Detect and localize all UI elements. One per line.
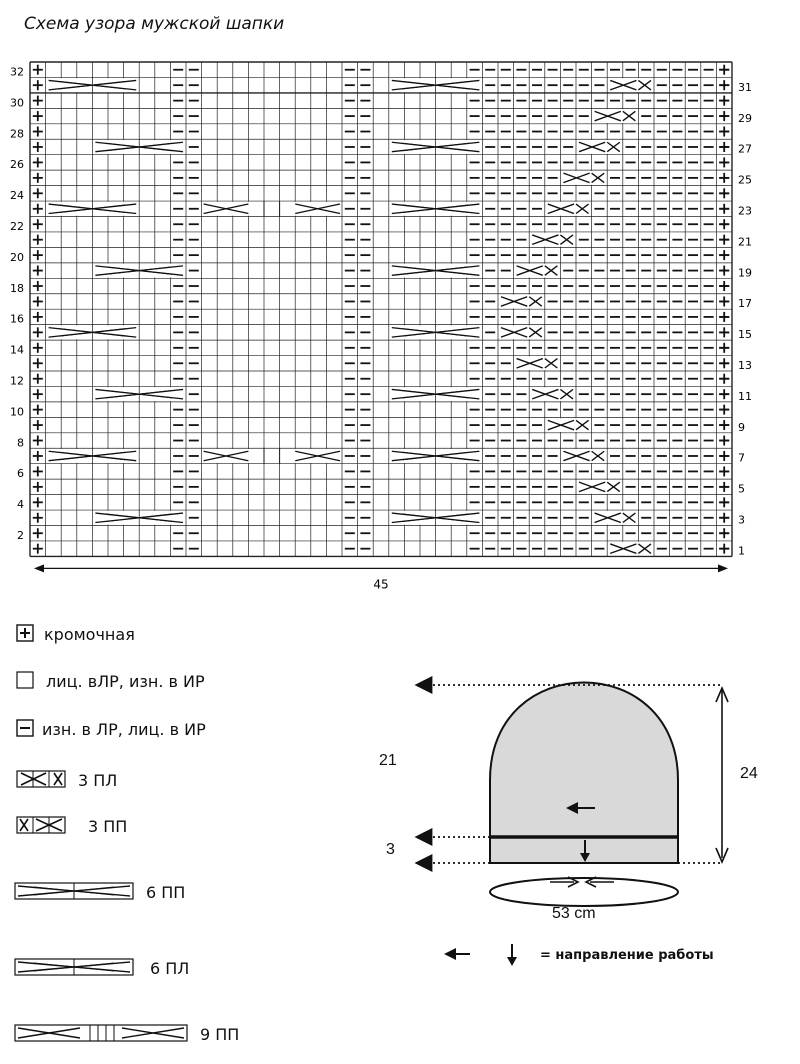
chart-grid bbox=[30, 62, 732, 556]
cable-background bbox=[530, 233, 575, 247]
legend-purl-label: изн. в ЛР, лиц. в ИР bbox=[42, 720, 206, 739]
cable-background bbox=[514, 264, 559, 278]
row-number-right: 15 bbox=[738, 328, 752, 342]
direction-note-label: = направление работы bbox=[540, 948, 714, 963]
row-number-left: 12 bbox=[10, 374, 24, 388]
dim-3-label: 3 bbox=[386, 841, 395, 858]
chart-title: Схема узора мужской шапки bbox=[24, 14, 285, 34]
cable-background bbox=[592, 511, 637, 525]
purl-stitch-icon bbox=[16, 719, 36, 739]
cable-background bbox=[608, 78, 653, 92]
legend-cable-6-right-label: 6 ПП bbox=[146, 883, 186, 902]
legend-cable-9-right-label: 9 ПП bbox=[200, 1025, 240, 1044]
row-number-left: 10 bbox=[10, 405, 24, 419]
row-number-left: 32 bbox=[10, 65, 24, 79]
row-number-right: 21 bbox=[738, 235, 752, 249]
row-number-right: 7 bbox=[738, 451, 745, 465]
legend-cable-3-left-label: 3 ПЛ bbox=[78, 771, 118, 790]
cable-3-left-icon bbox=[16, 770, 70, 790]
row-number-right: 13 bbox=[738, 359, 752, 372]
cable-background bbox=[530, 387, 575, 401]
row-number-right: 31 bbox=[738, 80, 752, 94]
edge-stitch-icon bbox=[16, 624, 36, 644]
row-number-left: 16 bbox=[10, 312, 24, 326]
circumference-ellipse bbox=[490, 878, 678, 906]
legend-knit-label: лиц. вЛР, изн. в ИР bbox=[46, 672, 205, 691]
cable-6-left-icon bbox=[14, 958, 136, 978]
cable-background bbox=[499, 325, 544, 339]
row-number-left: 22 bbox=[10, 219, 24, 233]
cable-background bbox=[608, 542, 653, 556]
cable-background bbox=[577, 480, 622, 494]
row-number-right: 11 bbox=[738, 389, 752, 403]
row-number-left: 18 bbox=[10, 281, 24, 295]
dim-21-label: 21 bbox=[379, 752, 397, 769]
cable-background bbox=[546, 202, 591, 216]
row-number-left: 20 bbox=[10, 250, 24, 264]
row-number-right: 1 bbox=[738, 544, 745, 558]
row-number-right: 23 bbox=[738, 204, 752, 218]
legend-edge-label: кромочная bbox=[44, 625, 135, 644]
width-arrow-right bbox=[718, 564, 728, 572]
row-number-right: 29 bbox=[738, 111, 752, 125]
legend-cable-3-right-label: 3 ПП bbox=[88, 817, 128, 836]
row-number-left: 4 bbox=[17, 498, 24, 512]
cable-background bbox=[577, 140, 622, 154]
row-number-right: 9 bbox=[738, 420, 745, 434]
cable-background bbox=[561, 449, 606, 463]
row-number-right: 17 bbox=[738, 297, 752, 311]
row-number-left: 28 bbox=[10, 127, 24, 141]
cable-9-right-icon bbox=[14, 1024, 190, 1044]
cable-6-right-icon bbox=[14, 882, 136, 902]
row-number-right: 3 bbox=[738, 513, 745, 527]
row-number-right: 5 bbox=[738, 482, 745, 496]
row-number-left: 30 bbox=[10, 96, 24, 110]
cable-background bbox=[561, 171, 606, 185]
row-number-right: 27 bbox=[738, 142, 752, 156]
row-number-left: 26 bbox=[10, 158, 24, 172]
cable-background bbox=[514, 356, 559, 370]
hat-schematic bbox=[400, 660, 800, 980]
dim-24-label: 24 bbox=[740, 765, 758, 782]
row-number-right: 25 bbox=[738, 173, 752, 187]
row-number-left: 6 bbox=[17, 467, 24, 481]
chart-symbols bbox=[33, 65, 729, 556]
row-number-right: 19 bbox=[738, 266, 752, 280]
row-number-left: 2 bbox=[17, 528, 24, 542]
cable-background bbox=[592, 109, 637, 123]
width-arrow-left bbox=[34, 564, 44, 572]
legend-cable-6-left-label: 6 ПЛ bbox=[150, 959, 190, 978]
width-label: 45 bbox=[373, 577, 389, 592]
circumference-label: 53 cm bbox=[552, 905, 596, 922]
row-number-left: 24 bbox=[10, 189, 24, 203]
cable-3-right-icon bbox=[16, 816, 70, 836]
row-number-left: 14 bbox=[10, 343, 24, 357]
cable-background bbox=[546, 418, 591, 432]
knit-stitch-icon bbox=[16, 671, 36, 691]
cable-background bbox=[499, 295, 544, 309]
row-number-left: 8 bbox=[17, 436, 24, 450]
